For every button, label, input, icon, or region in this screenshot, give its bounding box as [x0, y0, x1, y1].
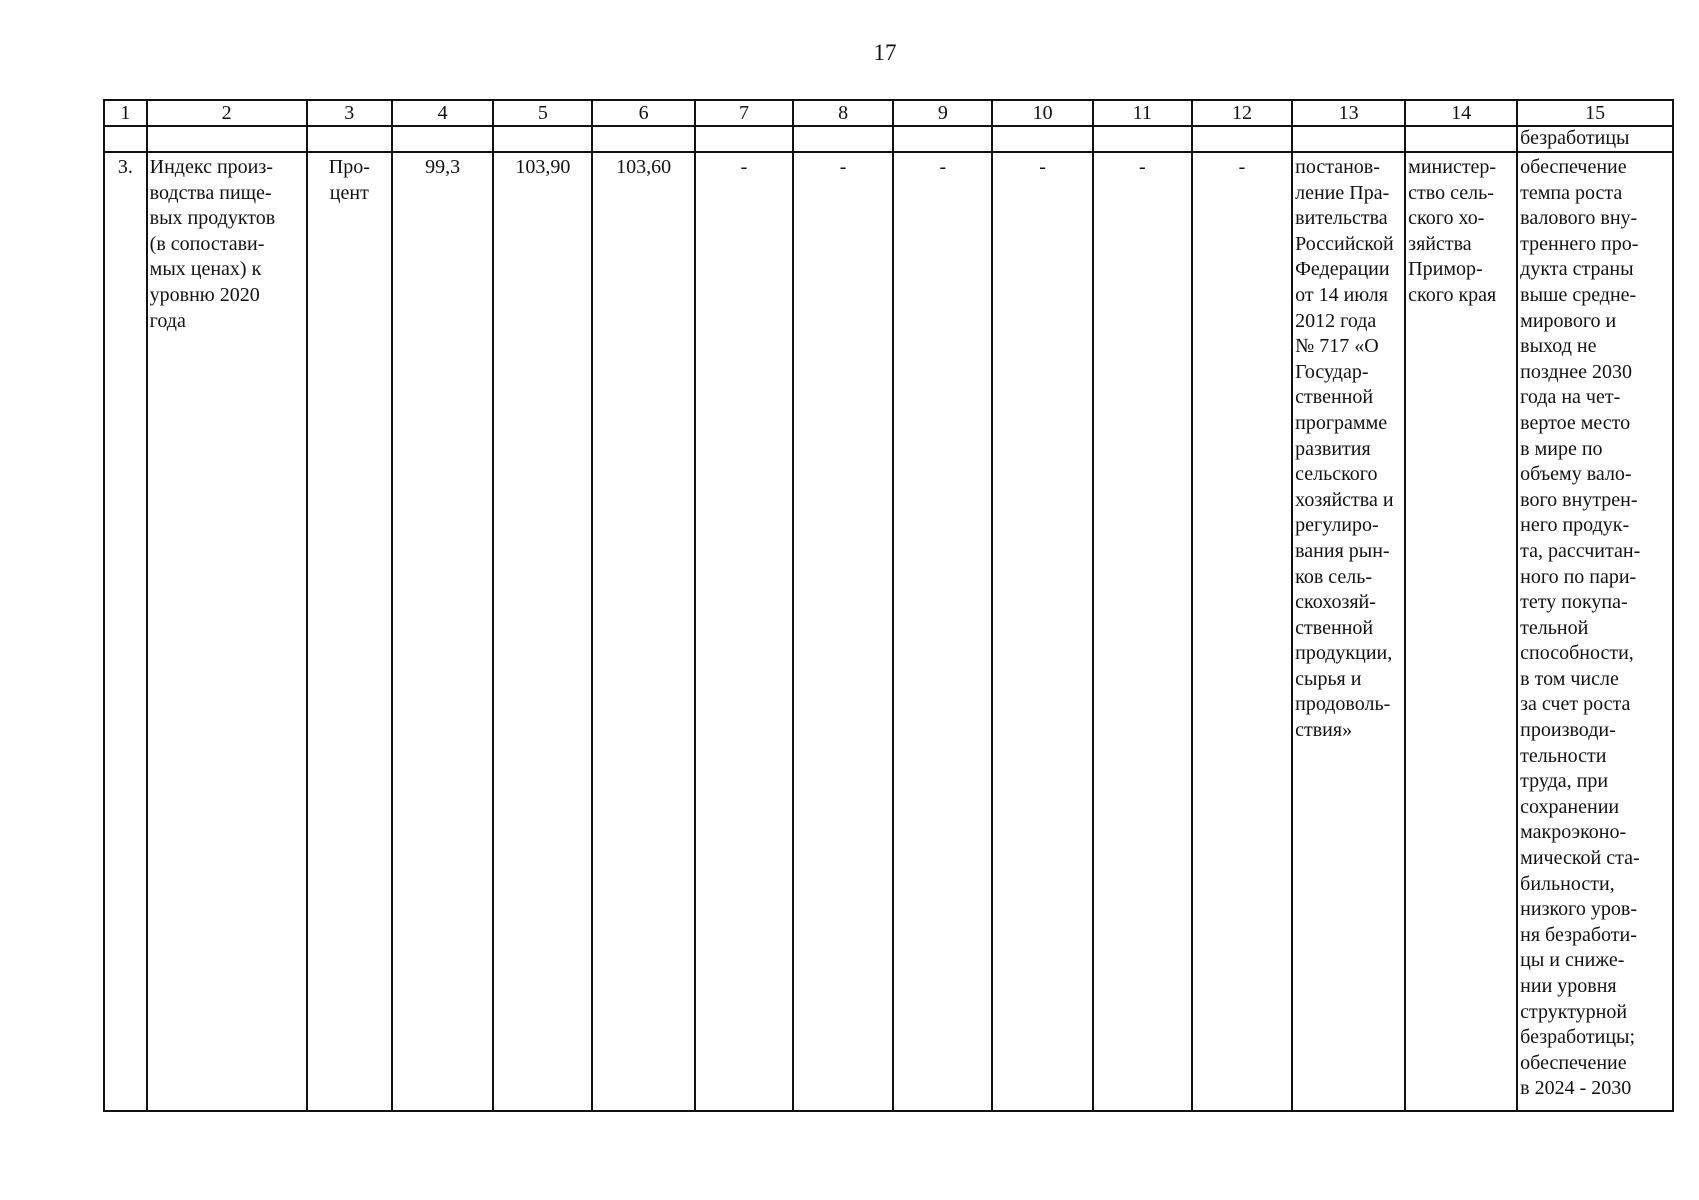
empty-cell	[1192, 126, 1292, 152]
document-line: сырья и	[1295, 667, 1362, 690]
unit-line: Про-	[328, 156, 370, 178]
document-line: № 717 «О	[1295, 335, 1379, 358]
goal-line: за счет роста	[1520, 693, 1631, 716]
indicator-line: вых продуктов	[149, 207, 276, 230]
goal-line: выход не	[1520, 335, 1597, 358]
goal-line: структурной	[1520, 1000, 1628, 1023]
goal-line: мической ста-	[1520, 847, 1640, 870]
value-cell-col4: 99,3	[392, 152, 493, 1111]
value-cell-col9: -	[893, 152, 992, 1111]
indicator-line: Индекс произ-	[149, 156, 273, 178]
document-line: продоволь-	[1295, 693, 1391, 716]
responsible-line: ство сель-	[1408, 181, 1494, 204]
indicator-row	[104, 152, 1673, 1111]
goal-line: тельной	[1520, 616, 1589, 639]
goal-line: треннего про-	[1520, 232, 1639, 255]
goal-line: ня безработи-	[1520, 923, 1637, 946]
goal-line: макроэконо-	[1520, 821, 1627, 844]
document-line: вительства	[1295, 207, 1388, 230]
empty-cell	[392, 126, 493, 152]
responsible-line: министер-	[1408, 156, 1497, 178]
empty-cell	[1093, 126, 1192, 152]
goal-line: объему вало-	[1520, 463, 1632, 486]
column-number-cell: 13	[1292, 100, 1405, 126]
empty-cell	[992, 126, 1092, 152]
column-number-cell: 14	[1405, 100, 1517, 126]
indicator-line: (в сопостави-	[149, 232, 265, 255]
continuation-row	[104, 126, 1673, 152]
value-cell-col12: -	[1192, 152, 1292, 1111]
document-line: ление Пра-	[1295, 181, 1390, 204]
document-line: ствия»	[1295, 719, 1353, 742]
unit-cell	[307, 152, 392, 1111]
goal-line: безработицы;	[1520, 1026, 1636, 1049]
document-cell	[1292, 152, 1405, 1111]
goal-line: низкого уров-	[1520, 898, 1637, 921]
goal-line: вого внутрен-	[1520, 488, 1638, 511]
column-number-cell: 5	[493, 100, 592, 126]
document-line: от 14 июля	[1295, 283, 1388, 306]
responsible-cell	[1405, 152, 1517, 1111]
goal-line: производи-	[1520, 719, 1616, 742]
column-number-cell: 15	[1517, 100, 1673, 126]
goal-line: тельности	[1520, 744, 1607, 767]
page-number: 17	[873, 40, 897, 65]
column-number-cell: 1	[104, 100, 147, 126]
goal-line: сохранении	[1520, 795, 1620, 818]
empty-cell	[1405, 126, 1517, 152]
empty-cell	[493, 126, 592, 152]
document-line: Федерации	[1295, 258, 1390, 281]
goal-cell	[1517, 152, 1673, 1111]
document-line: регулиро-	[1295, 514, 1379, 537]
goal-line: цы и сниже-	[1520, 949, 1625, 972]
document-line: ков сель-	[1295, 565, 1373, 588]
indicators-table	[103, 99, 1674, 1112]
column-number-cell: 6	[592, 100, 694, 126]
column-number-row	[104, 100, 1673, 126]
document-line: Российской	[1295, 232, 1394, 255]
continuation-goal-cell: безработицы	[1517, 126, 1673, 152]
empty-cell	[793, 126, 893, 152]
goal-line: дукта страны	[1520, 258, 1634, 281]
indicator-line: уровню 2020	[149, 283, 260, 306]
value-cell-col7: -	[695, 152, 793, 1111]
goal-line: года на чет-	[1520, 386, 1621, 409]
column-number-cell: 10	[992, 100, 1092, 126]
column-number-cell: 12	[1192, 100, 1292, 126]
document-line: развития	[1295, 437, 1371, 460]
empty-cell	[592, 126, 694, 152]
goal-line: нии уровня	[1520, 975, 1617, 997]
document-line: 2012 года	[1295, 309, 1377, 332]
goal-line: валового вну-	[1520, 207, 1638, 230]
unit-line: цент	[329, 181, 369, 204]
goal-line: обеспечение	[1520, 156, 1627, 178]
goal-line: в 2024 - 2030	[1520, 1077, 1632, 1100]
value-cell-col6: 103,60	[592, 152, 694, 1111]
document-line: сельского	[1295, 463, 1378, 486]
column-number-cell: 7	[695, 100, 793, 126]
indicator-line: года	[149, 309, 186, 332]
column-number-cell: 8	[793, 100, 893, 126]
goal-line: мирового и	[1520, 309, 1617, 332]
value-cell-col11: -	[1093, 152, 1192, 1111]
column-number-cell: 9	[893, 100, 992, 126]
goal-line: способности,	[1520, 642, 1634, 665]
responsible-line: ского края	[1408, 283, 1497, 306]
value-cell-col10: -	[992, 152, 1092, 1111]
goal-line: та, рассчитан-	[1520, 539, 1641, 562]
document-line: программе	[1295, 411, 1388, 434]
document-line: Государ-	[1295, 360, 1369, 383]
document-line: ственной	[1295, 616, 1374, 639]
goal-line: выше средне-	[1520, 283, 1637, 306]
value-cell-col5: 103,90	[493, 152, 592, 1111]
document-line: продукции,	[1295, 642, 1393, 665]
document-line: постанов-	[1295, 156, 1380, 178]
goal-line: в том числе	[1520, 667, 1619, 690]
column-number-cell: 3	[307, 100, 392, 126]
goal-line: ного по пари-	[1520, 565, 1637, 588]
goal-line: позднее 2030	[1520, 360, 1633, 383]
column-number-cell: 11	[1093, 100, 1192, 126]
document-line: вания рын-	[1295, 539, 1390, 562]
goal-line: тету покупа-	[1520, 591, 1628, 614]
responsible-line: зяйства	[1408, 232, 1472, 255]
goal-line: труда, при	[1520, 770, 1609, 793]
indicator-name-cell	[147, 152, 307, 1111]
indicator-line: мых ценах) к	[149, 258, 262, 281]
goal-line: обеспечение	[1520, 1051, 1627, 1074]
goal-line: темпа роста	[1520, 181, 1623, 204]
column-number-cell: 2	[147, 100, 307, 126]
empty-cell	[695, 126, 793, 152]
empty-cell	[893, 126, 992, 152]
empty-cell	[1292, 126, 1405, 152]
empty-cell	[104, 126, 147, 152]
empty-cell	[307, 126, 392, 152]
goal-line: него продук-	[1520, 514, 1630, 537]
indicator-line: водства пище-	[149, 181, 272, 204]
row-number-cell: 3.	[104, 152, 147, 1111]
goal-line: в мире по	[1520, 437, 1603, 460]
goal-line: бильности,	[1520, 872, 1615, 895]
empty-cell	[147, 126, 307, 152]
value-cell-col8: -	[793, 152, 893, 1111]
column-number-cell: 4	[392, 100, 493, 126]
responsible-line: ского хо-	[1408, 207, 1485, 230]
goal-line: вертое место	[1520, 411, 1631, 434]
document-line: ственной	[1295, 386, 1374, 409]
responsible-line: Примор-	[1408, 258, 1483, 281]
document-line: скохозяй-	[1295, 591, 1376, 614]
document-line: хозяйства и	[1295, 488, 1394, 511]
